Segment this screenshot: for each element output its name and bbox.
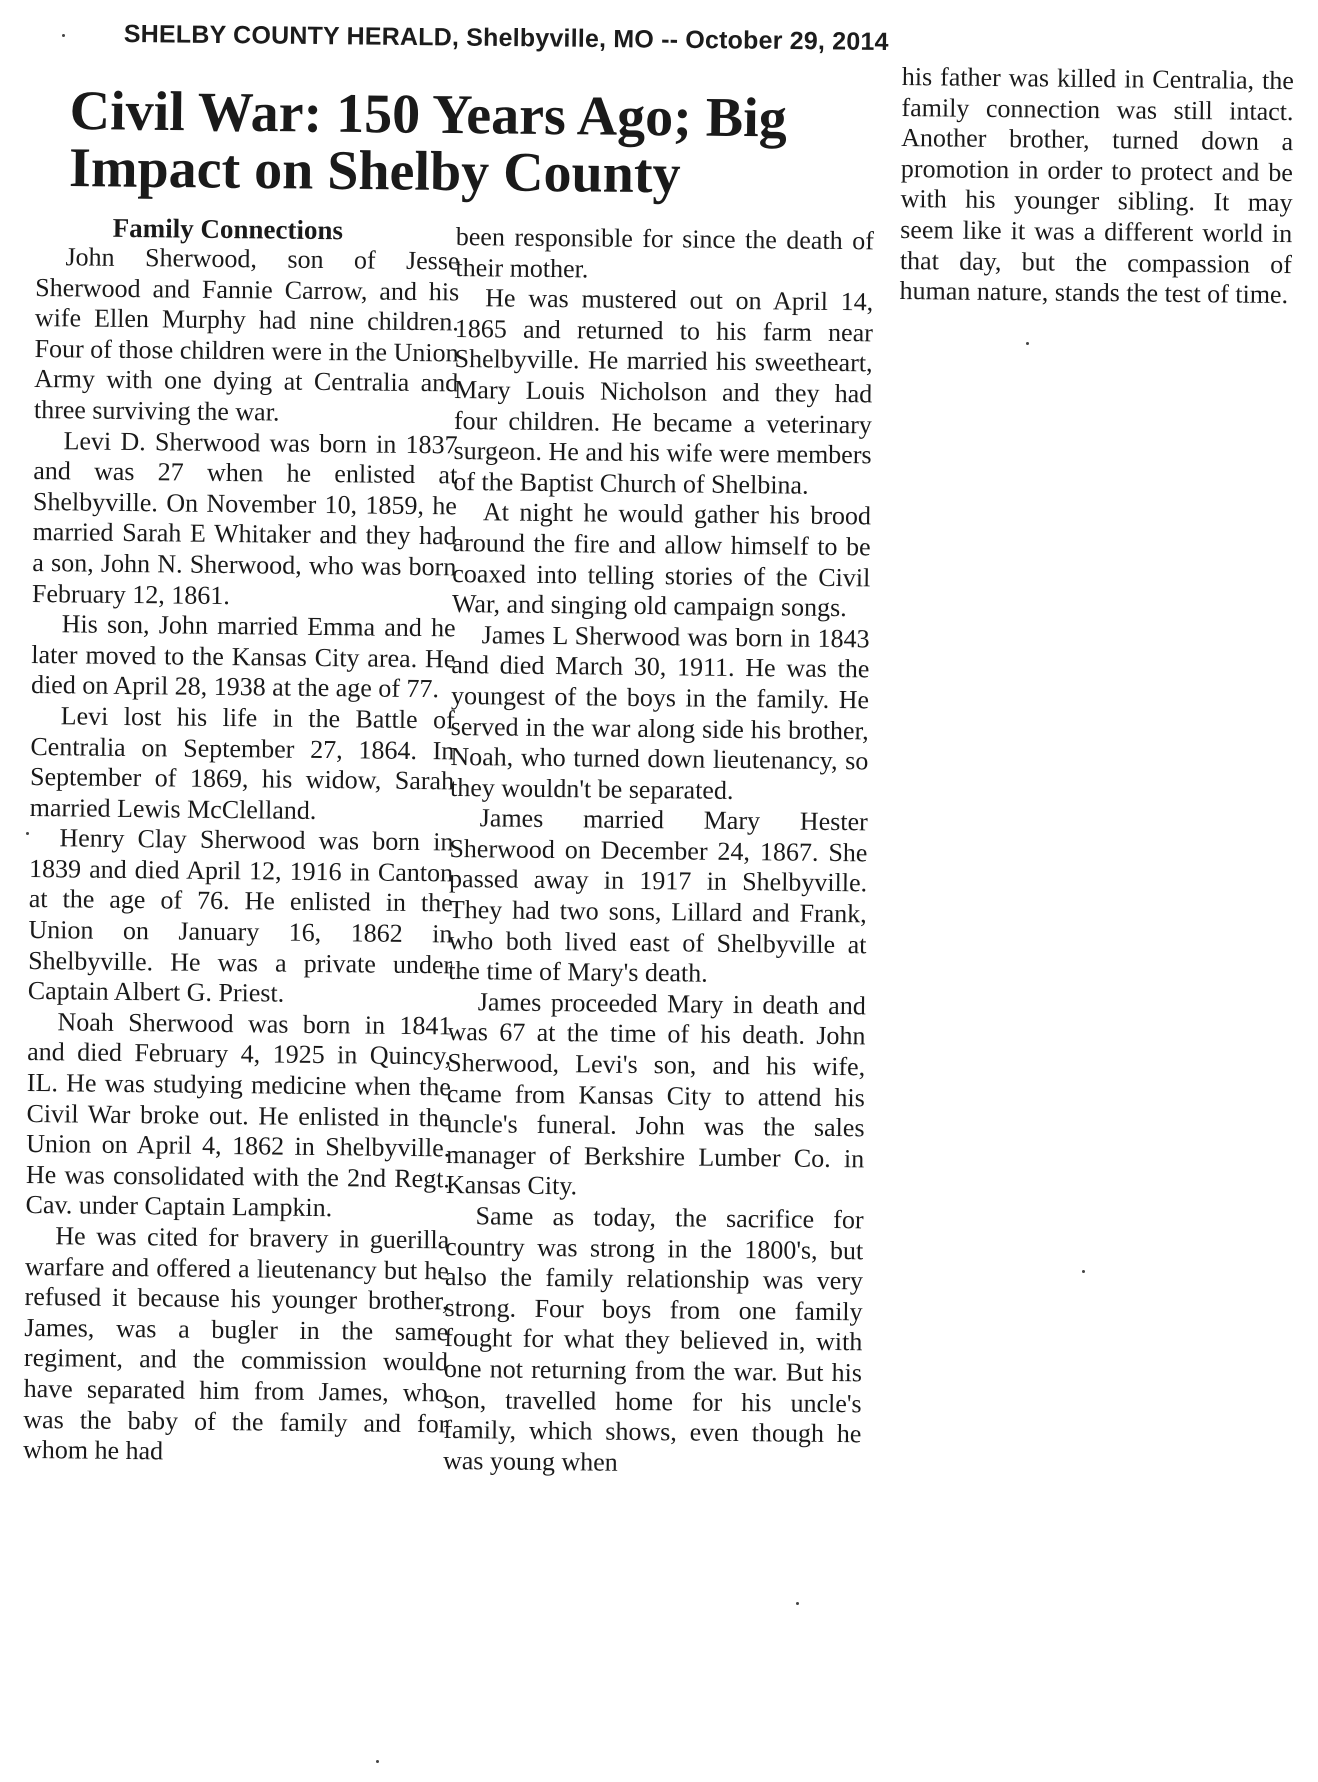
paragraph: James proceeded Mary in death and was 67 at the time of his death. John Sherwood, Levi's son, and his wife, came from Kansas City to attend his uncle's funeral. John was the sales manager of Berkshire Lumber Co. in Kansas City. bbox=[445, 987, 866, 1201]
paragraph: His son, John married Emma and he later moved to the Kansas City area. He died on April 28, 1938 at the age of 77. bbox=[30, 609, 456, 704]
article-column-right bbox=[899, 62, 1294, 311]
masthead: SHELBY COUNTY HERALD, Shelbyville, MO -- October 29, 2014 bbox=[123, 20, 889, 57]
scan-speck bbox=[26, 832, 29, 835]
paragraph: Henry Clay Sherwood was born in 1839 and died April 12, 1916 in Canton at the age of 76. He enlisted in the Union on January 16, 1862 in Shelbyville. He was a private under Captain Albert G. Priest. bbox=[27, 823, 454, 1008]
article-column-middle bbox=[443, 222, 874, 1481]
headline: Civil War: 150 Years Ago; Big Impact on Shelby County bbox=[68, 80, 788, 206]
scan-speck bbox=[1026, 342, 1029, 345]
paragraph: James L Sherwood was born in 1843 and died March 30, 1911. He was the youngest of the boys in the family. He served in the war along side his brother, Noah, who turned down lieutenancy, so they wouldn't be separated. bbox=[449, 620, 870, 805]
paragraph: Levi D. Sherwood was born in 1837 and was 27 when he enlisted at Shelbyville. On November 10, 1859, he married Sarah E Whitaker and they had a son, John N. Sherwood, who was born February 12, 1861. bbox=[31, 425, 458, 610]
scan-speck bbox=[796, 1602, 799, 1605]
scan-speck bbox=[376, 1760, 379, 1763]
paragraph-continuation: his father was killed in Centralia, the family connection was still intact. Another brother, turned down a promotion in order to protect and be with his younger sibling. It may seem like it was a different world in that day, but the compassion of human nature, stands the test of time. bbox=[899, 62, 1294, 310]
paragraph: James married Mary Hester Sherwood on December 24, 1867. She passed away in 1917 in Shelbyville. They had two sons, Lillard and Frank, who both lived east of Shelbyville at the time of Mary's death. bbox=[448, 803, 868, 988]
paragraph-continuation: been responsible for since the death of their mother. bbox=[455, 222, 874, 283]
scan-speck bbox=[62, 34, 65, 37]
paragraph: Same as today, the sacrifice for country was strong in the 1800's, but also the family relationship was very strong. Four boys from one family fought for what they believed in, with one not returning from the war. But his son, travelled home for his uncle's family, which shows, even though he was young when bbox=[442, 1201, 864, 1477]
article-column-left bbox=[23, 212, 460, 1470]
paragraph: Noah Sherwood was born in 1841 and died February 4, 1925 in Quincy, IL. He was studying medicine when the Civil War broke out. He enlisted in the Union on April 4, 1862 in Shelbyville. He was consolidated with the 2nd Regt. Cav. under Captain Lampkin. bbox=[25, 1007, 452, 1223]
subhead: Family Connections bbox=[112, 212, 344, 246]
paragraph: At night he would gather his brood around the fire and allow himself to be coaxed into telling stories of the Civil War, and singing old campaign songs. bbox=[451, 497, 872, 623]
paragraph: Levi lost his life in the Battle of Centralia on September 27, 1864. In September of 1869, his widow, Sarah married Lewis McClelland. bbox=[29, 701, 455, 825]
scan-speck bbox=[1082, 1270, 1085, 1273]
paragraph: John Sherwood, son of Jesse Sherwood and Fannie Carrow, and his wife Ellen Murphy had nine children. Four of those children were in the Union Army with one dying at Centralia and three surviving the war. bbox=[33, 242, 460, 427]
paragraph: He was mustered out on April 14, 1865 and returned to his farm near Shelbyville. He married his sweetheart, Mary Louis Nicholson and they had four children. He became a veterinary surgeon. He and his wife were members of the Baptist Church of Shelbina. bbox=[453, 283, 874, 500]
paragraph: He was cited for bravery in guerilla warfare and offered a lieutenancy but he refused it because his younger brother, James, was a bugler in the same regiment, and the commission would have separated him from James, who was the baby of the family and for whom he had bbox=[22, 1221, 450, 1466]
